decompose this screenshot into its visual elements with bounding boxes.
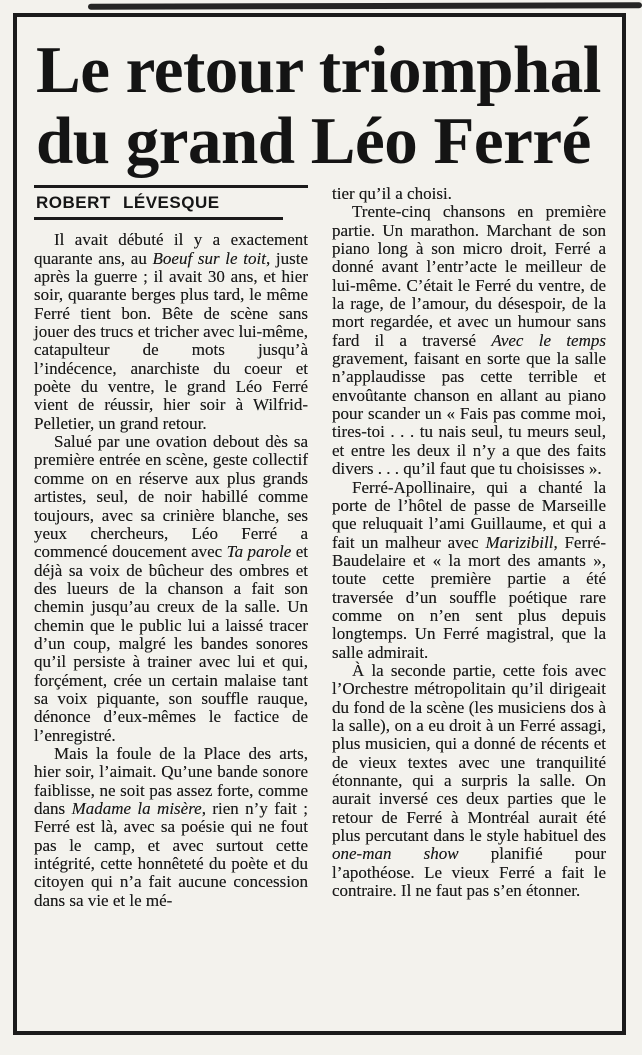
right-column [332, 185, 606, 910]
text-run: Il avait débuté il y a exactement quarante ans, au [34, 230, 308, 268]
text-run: , juste après la guerre ; il avait 30 ans, et hier soir, quarante berges plus tard, le même Ferré tient bon. Bête de scène sans jouer des trucs et tricher avec lui-même, catapulteur de mots jusqu’à l’indécence, anarchiste du coeur et poète du ventre, le grand Léo Ferré vient de réussir, hier soir à Wilfrid-Pelletier, un grand retour. [34, 248, 309, 433]
italic-text-run: one-man show [332, 844, 459, 864]
text-run: et déjà sa voix de bûcheur des ombres et des lueurs de la chanson a fait son chemin jusqu’au creux de la salle. Un chemin que le public lui a laissé tracer d’un coup, malgré les bandes sonores qu’il persiste à trainer avec lui et qui, forçément, crée un certain malaise tant sa voix piquante, son souffle rauque, dénonce d’eux-mêmes le factice de l’enregistré. [34, 542, 308, 745]
italic-text-run: Avec le temps [491, 330, 606, 350]
article-columns [34, 185, 606, 910]
paragraph [332, 662, 606, 900]
text-run: Salué par une ovation debout dès sa première entrée en scène, geste collectif comme on en réserve aux plus grands artistes, seul, de noir habillé comme toujours, avec sa crinière blanche, ses yeux chercheurs, Léo Ferré a commencé doucement avec [34, 432, 308, 562]
paragraph [34, 433, 308, 745]
left-column-text [34, 231, 308, 910]
text-run: , Ferré-Baudelaire et « la mort des amants », toute cette première partie a été traversée d’un souffle poétique rare comme on n’en sent plus depuis longtemps. Un Ferré magistral, que la salle admirait. [332, 532, 606, 662]
text-run: Trente-cinq chansons en première partie. Un marathon. Marchant de son piano long à son micro droit, Ferré a donné avant l’entr’acte le meilleur de lui-même. C’était le Ferré du ventre, de la rage, de l’amour, du désespoir, de la mort regardée, et avec un humour sans fard il a traversé [332, 202, 606, 350]
paragraph [34, 745, 308, 910]
article-frame [13, 13, 626, 1035]
italic-text-run: Boeuf sur le toit [152, 248, 266, 268]
article-title [36, 35, 606, 177]
paragraph [332, 185, 606, 203]
text-run: Mais la foule de la Place des arts, hier soir, l’aimait. Qu’une bande sonore faiblisse, ne soit pas assez forte, comme dans [34, 743, 308, 818]
text-run: planifié pour l’apothéose. Le vieux Ferré a fait le contraire. Il ne faut pas s’en étonner. [332, 844, 606, 901]
text-run: gravement, faisant en sorte que la salle n’applaudisse pas cette terrible et envoûtante chanson en allant au piano pour scander un « Fais pas comme moi, tires-toi . . . tu nais seul, tu meurs seul, et entre les deux il n’y a que des faits divers . . . qu’il faut que tu choisisses ». [332, 349, 606, 479]
headline-line-2: du grand Léo Ferré [36, 104, 591, 178]
left-column [34, 185, 308, 910]
text-run: Ferré-Apollinaire, qui a chanté la porte de l’hôtel de passe de Marseille que reluquait l’ami Guillaume, et qui a fait un malheur avec [332, 477, 606, 552]
text-run: tier qu’il a choisi. [332, 184, 452, 203]
italic-text-run: Ta parole [226, 542, 292, 562]
text-run: , rien n’y fait ; Ferré est là, avec sa poésie qui ne fout pas le camp, et avec surtout cette intégrité, cette honnêteté du poète et du citoyen qui n’a fait aucune concession dans sa vie et le mé- [34, 799, 308, 910]
paragraph [34, 231, 308, 433]
byline [34, 185, 308, 220]
paragraph [332, 203, 606, 478]
headline-line-1: Le retour triomphal [36, 33, 601, 107]
italic-text-run: Madame la misère [71, 799, 202, 818]
scan-edge-artifact [88, 2, 642, 9]
paragraph [332, 479, 606, 662]
text-run: À la seconde partie, cette fois avec l’Orchestre métropolitain qu’il dirigeait du fond de la scène (les musiciens dos à la salle), on a eu droit à un Ferré assagi, plus musicien, qui a donné de récents et de vieux textes avec une tranquilité étonnante, qui a surpris la salle. On aurait inversé ces deux parties que le retour de Ferré à Montréal aurait été plus percutant dans le style habituel des [332, 660, 606, 846]
italic-text-run: Marizibill [485, 532, 554, 552]
byline-author: ROBERT LÉVESQUE [34, 192, 283, 220]
